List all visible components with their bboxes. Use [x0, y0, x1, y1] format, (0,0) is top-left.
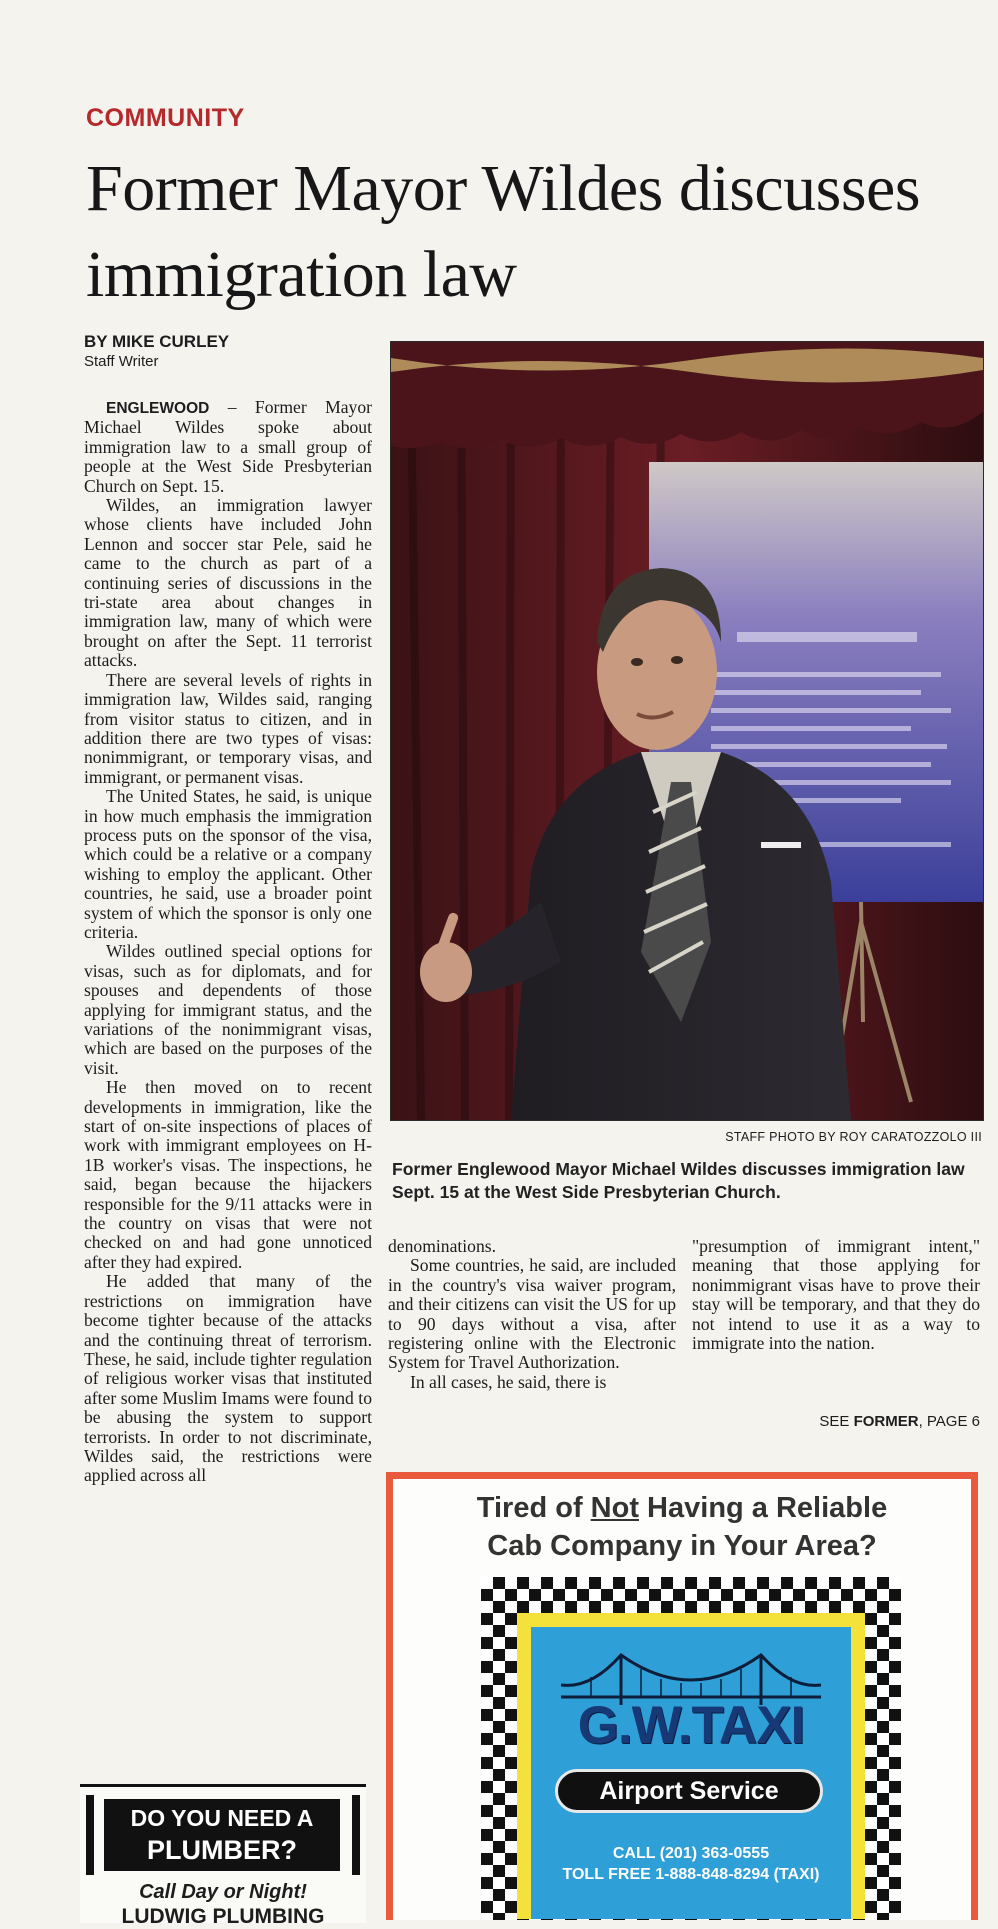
taxi-toll-free: TOLL FREE 1-888-848-8294 (TAXI): [562, 1866, 820, 1883]
plumber-question-2: PLUMBER?: [147, 1835, 297, 1865]
dateline: ENGLEWOOD: [106, 400, 210, 417]
byline: [84, 332, 229, 372]
article-paragraph: In all cases, he said, there is: [410, 1371, 607, 1392]
photo-caption: Former Englewood Mayor Michael Wildes discusses immigration law Sept. 15 at the West Side Presbyterian Church.: [392, 1159, 965, 1202]
photo-credit: STAFF PHOTO BY ROY CARATOZZOLO III: [725, 1130, 982, 1144]
section-label: COMMUNITY: [86, 104, 245, 132]
article-paragraph: He then moved on to recent developments in immigration, like the start of on-site inspections of places of work with immigrant employees on H-1B worker's visas. The inspections, he said, began because the hijackers responsible for the 9/11 attacks were in the country on visas that were not checked on and had gone unnoticed after they had expired.: [84, 1077, 372, 1272]
jump-line: SEE FORMER, PAGE 6: [819, 1413, 980, 1430]
article-paragraph: Wildes, an immigration lawyer whose clients have included John Lennon and soccer star Pele, said he came to the church as part of a continuing series of discussions in the tri-state area about changes in immigration law, many of which were brought on after the Sept. 11 terrorist attacks.: [84, 495, 372, 671]
article-paragraph: denominations.: [388, 1236, 496, 1256]
article-column-3: [692, 1237, 980, 1353]
taxi-phone: CALL (201) 363-0555: [612, 1845, 770, 1862]
taxi-advertisement: [386, 1472, 978, 1920]
taxi-company-name: G.W.TAXI: [577, 1696, 805, 1755]
article-paragraph: "presumption of immigrant intent," meaning that those applying for nonimmigrant visas have to prove their stay will be temporary, and that they do not intend to use it as a way to immigrate into the nation.: [692, 1236, 980, 1354]
article-paragraph: He added that many of the restrictions on immigration have become tighter because of the attacks and the continuing threat of terrorism. These, he said, include tighter regulation of religious worker visas that instituted after some Muslim Imams were found to be abusing the system to support terrorists. In order to not discriminate, Wildes said, the restrictions were applied across all: [84, 1271, 372, 1486]
article-paragraph: ENGLEWOOD – Former Mayor Michael Wildes spoke about immigration law to a small group of people at the West Side Presbyterian Church on Sept. 15.: [84, 397, 372, 496]
pipe-icon: [352, 1795, 360, 1875]
article-paragraph: Wildes outlined special options for visas, such as for diplomats, and for spouses and dependents of those applying for immigrant status, and the variations of the nonimmigrant visas, which are based on the purposes of the visit.: [84, 941, 372, 1078]
article-paragraph: There are several levels of rights in immigration law, Wildes said, ranging from visitor status to citizen, and in addition there are two types of visas: nonimmigrant, or temporary visas, and immigrant, or permanent visas.: [84, 669, 372, 787]
plumber-tagline: Call Day or Night!: [139, 1881, 307, 1903]
plumber-company: LUDWIG PLUMBING: [121, 1905, 325, 1928]
article-paragraph: The United States, he said, is unique in how much emphasis the immigration process puts on the sponsor of the visa, which could be a relative or a company wishing to employ the applicant. Other countries, he said, use a broader point system of which the sponsor is only one criteria.: [84, 786, 372, 942]
article-column-1: [84, 398, 372, 1486]
pipe-icon: [86, 1795, 94, 1875]
plumber-ad-box: [104, 1799, 340, 1871]
article-photo: [390, 341, 984, 1121]
byline-author: BY MIKE CURLEY: [84, 332, 230, 351]
plumber-advertisement: [80, 1784, 366, 1928]
photo-speaker-illustration: [391, 342, 983, 1120]
taxi-service-badge: Airport Service: [555, 1769, 823, 1813]
taxi-contact: [531, 1843, 851, 1885]
article-column-2: [388, 1237, 676, 1392]
headline: Former Mayor Wildes discusses immigration law: [86, 152, 921, 311]
plumber-question-1: DO YOU NEED A: [130, 1805, 314, 1831]
byline-role: Staff Writer: [84, 353, 159, 370]
taxi-ad-headline: Tired of Not Having a Reliable Cab Company in Your Area?: [476, 1492, 888, 1562]
article-paragraph: Some countries, he said, are included in the country's visa waiver program, and their citizens can visit the US for up to 90 days without a visa, after registering online with the Electronic System for Travel Authorization.: [388, 1255, 676, 1373]
